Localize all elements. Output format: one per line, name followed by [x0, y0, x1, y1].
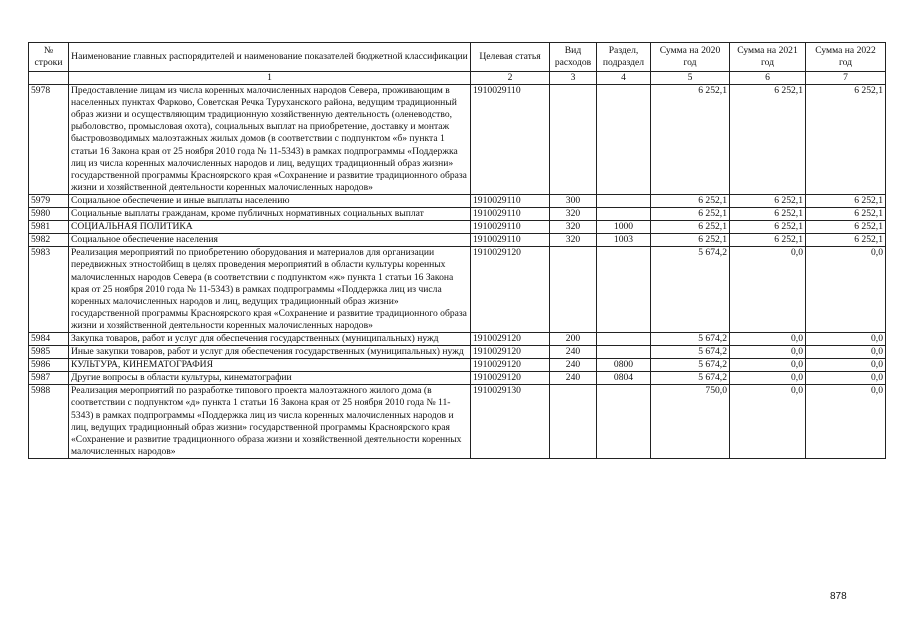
row-sum-2021: 6 252,1: [730, 208, 806, 221]
table-row: [29, 346, 886, 359]
row-number: 5982: [29, 234, 69, 247]
header-razdel: Раздел, подраздел: [597, 43, 651, 72]
column-index: 7: [806, 72, 886, 85]
header-vid: Вид расходов: [550, 43, 597, 72]
row-vid: 300: [550, 194, 597, 207]
row-number: 5979: [29, 194, 69, 207]
row-razdel: [597, 247, 651, 333]
row-sum-2020: 6 252,1: [651, 208, 730, 221]
row-sum-2021: 0,0: [730, 332, 806, 345]
page-number: 878: [830, 591, 847, 602]
row-target: 1910029120: [471, 247, 550, 333]
row-number: 5988: [29, 385, 69, 459]
row-sum-2021: 0,0: [730, 372, 806, 385]
row-target: 1910029120: [471, 332, 550, 345]
row-sum-2021: 6 252,1: [730, 85, 806, 195]
row-sum-2021: 0,0: [730, 359, 806, 372]
row-target: 1910029110: [471, 85, 550, 195]
row-sum-2020: 5 674,2: [651, 346, 730, 359]
row-vid: [550, 385, 597, 459]
row-sum-2020: 6 252,1: [651, 85, 730, 195]
row-sum-2020: 750,0: [651, 385, 730, 459]
header-num: № строки: [29, 43, 69, 72]
row-sum-2021: 6 252,1: [730, 194, 806, 207]
row-vid: 240: [550, 359, 597, 372]
row-number: 5985: [29, 346, 69, 359]
row-razdel: [597, 194, 651, 207]
table-row: [29, 221, 886, 234]
row-number: 5984: [29, 332, 69, 345]
row-vid: 240: [550, 346, 597, 359]
table-row: [29, 385, 886, 459]
row-vid: 320: [550, 221, 597, 234]
row-razdel: 0800: [597, 359, 651, 372]
row-target: 1910029120: [471, 359, 550, 372]
row-razdel: 1003: [597, 234, 651, 247]
column-index-row: [29, 72, 886, 85]
row-target: 1910029110: [471, 194, 550, 207]
row-sum-2022: 6 252,1: [806, 194, 886, 207]
row-name: Социальное обеспечение населения: [69, 234, 471, 247]
header-name: Наименование главных распорядителей и наименование показателей бюджетной классификации: [69, 43, 471, 72]
row-name: Реализация мероприятий по приобретению оборудования и материалов для организации передвижных этностойбищ в целях проведения мероприятий в области культуры коренных малочисленных народов Севера (в соответствии с подпунктом «ж» пункта 1 статьи 16 Закона края от 25 ноября 2010 года № 11-5343) в рамках подпрограммы «Поддержка лиц из числа коренных малочисленных народов и лиц, ведущих традиционный образ жизни» государственной программы Красноярского края «Сохранение и развитие традиционного образа жизни и хозяйственной деятельности коренных малочисленных народов»: [69, 247, 471, 333]
table-row: [29, 85, 886, 195]
header-target: Целевая статья: [471, 43, 550, 72]
column-index-blank: [29, 72, 69, 85]
row-razdel: [597, 208, 651, 221]
table-row: [29, 234, 886, 247]
row-vid: 200: [550, 332, 597, 345]
row-sum-2022: 0,0: [806, 359, 886, 372]
row-name: Социальные выплаты гражданам, кроме публичных нормативных социальных выплат: [69, 208, 471, 221]
row-sum-2022: 0,0: [806, 247, 886, 333]
row-razdel: [597, 85, 651, 195]
row-number: 5978: [29, 85, 69, 195]
row-target: 1910029120: [471, 372, 550, 385]
row-target: 1910029110: [471, 234, 550, 247]
row-sum-2022: 0,0: [806, 372, 886, 385]
row-name: КУЛЬТУРА, КИНЕМАТОГРАФИЯ: [69, 359, 471, 372]
header-row: [29, 43, 886, 72]
row-vid: [550, 85, 597, 195]
column-index: 1: [69, 72, 471, 85]
row-name: СОЦИАЛЬНАЯ ПОЛИТИКА: [69, 221, 471, 234]
row-razdel: 0804: [597, 372, 651, 385]
row-target: 1910029110: [471, 208, 550, 221]
row-sum-2020: 6 252,1: [651, 234, 730, 247]
table-row: [29, 372, 886, 385]
column-index: 4: [597, 72, 651, 85]
row-sum-2022: 6 252,1: [806, 221, 886, 234]
row-sum-2022: 0,0: [806, 346, 886, 359]
row-sum-2021: 0,0: [730, 346, 806, 359]
column-index: 6: [730, 72, 806, 85]
row-sum-2020: 5 674,2: [651, 247, 730, 333]
row-sum-2020: 5 674,2: [651, 372, 730, 385]
row-sum-2021: 6 252,1: [730, 221, 806, 234]
row-sum-2022: 6 252,1: [806, 234, 886, 247]
row-target: 1910029130: [471, 385, 550, 459]
row-name: Другие вопросы в области культуры, кинематографии: [69, 372, 471, 385]
table-row: [29, 332, 886, 345]
table-row: [29, 247, 886, 333]
row-sum-2022: 6 252,1: [806, 85, 886, 195]
row-name: Социальное обеспечение и иные выплаты населению: [69, 194, 471, 207]
row-sum-2021: 0,0: [730, 247, 806, 333]
header-sum-2021: Сумма на 2021 год: [730, 43, 806, 72]
row-sum-2022: 0,0: [806, 332, 886, 345]
row-sum-2020: 5 674,2: [651, 359, 730, 372]
row-vid: 320: [550, 234, 597, 247]
row-target: 1910029110: [471, 221, 550, 234]
row-razdel: [597, 385, 651, 459]
row-sum-2022: 6 252,1: [806, 208, 886, 221]
column-index: 5: [651, 72, 730, 85]
row-vid: 240: [550, 372, 597, 385]
row-sum-2020: 5 674,2: [651, 332, 730, 345]
table-row: [29, 208, 886, 221]
row-number: 5981: [29, 221, 69, 234]
budget-table: [28, 42, 886, 459]
row-sum-2021: 6 252,1: [730, 234, 806, 247]
header-sum-2020: Сумма на 2020 год: [651, 43, 730, 72]
header-sum-2022: Сумма на 2022 год: [806, 43, 886, 72]
column-index: 3: [550, 72, 597, 85]
row-sum-2022: 0,0: [806, 385, 886, 459]
row-number: 5987: [29, 372, 69, 385]
row-name: Предоставление лицам из числа коренных малочисленных народов Севера, проживающим в населенных пунктах Фарково, Советская Речка Туруханского района, ведущим традиционный образ жизни и осуществляющим традиционную хозяйственную деятельность (оленеводство, рыболовство, промысловая охота), социальных выплат на приобретение, доставку и монтаж быстровозводимых малоэтажных жилых домов (в соответствии с подпунктом «б» пункта 1 статьи 16 Закона края от 25 ноября 2010 года № 11-5343) в рамках подпрограммы «Поддержка лиц из числа коренных малочисленных народов и лиц, ведущих традиционный образ жизни» государственной программы Красноярского края «Сохранение и развитие традиционного образа жизни и хозяйственной деятельности коренных малочисленных народов»: [69, 85, 471, 195]
column-index: 2: [471, 72, 550, 85]
row-sum-2020: 6 252,1: [651, 194, 730, 207]
row-number: 5980: [29, 208, 69, 221]
row-name: Реализация мероприятий по разработке типового проекта малоэтажного жилого дома (в соответствии с подпунктом «д» пункта 1 статьи 16 Закона края от 25 ноября 2010 года № 11-5343) в рамках подпрограммы «Поддержка лиц из числа коренных малочисленных народов и лиц, ведущих традиционный образ жизни» государственной программы Красноярского края «Сохранение и развитие традиционного образа жизни и хозяйственной деятельности коренных малочисленных народов»: [69, 385, 471, 459]
row-number: 5986: [29, 359, 69, 372]
row-razdel: [597, 332, 651, 345]
table-row: [29, 194, 886, 207]
row-vid: [550, 247, 597, 333]
row-name: Закупка товаров, работ и услуг для обеспечения государственных (муниципальных) нужд: [69, 332, 471, 345]
table-row: [29, 359, 886, 372]
row-sum-2020: 6 252,1: [651, 221, 730, 234]
row-number: 5983: [29, 247, 69, 333]
row-target: 1910029120: [471, 346, 550, 359]
row-razdel: 1000: [597, 221, 651, 234]
row-sum-2021: 0,0: [730, 385, 806, 459]
row-vid: 320: [550, 208, 597, 221]
row-razdel: [597, 346, 651, 359]
row-name: Иные закупки товаров, работ и услуг для обеспечения государственных (муниципальных) нужд: [69, 346, 471, 359]
